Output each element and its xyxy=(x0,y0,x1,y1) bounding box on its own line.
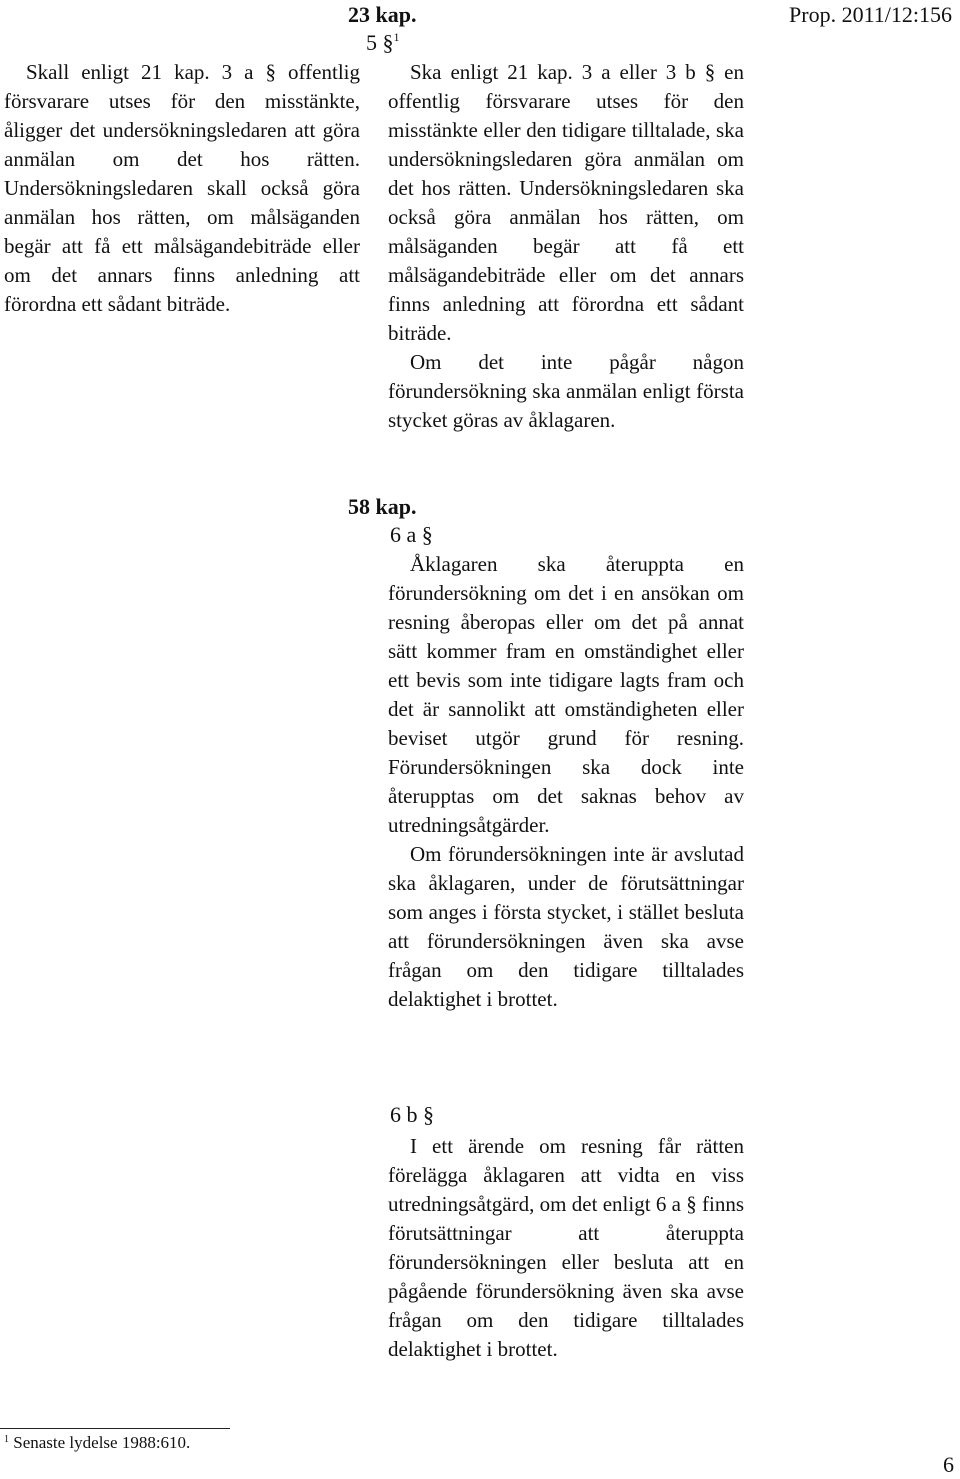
footnote-divider xyxy=(0,1428,230,1429)
section-6b-heading: 6 b § xyxy=(390,1102,434,1127)
footnote xyxy=(4,1433,190,1453)
section-6a-heading: 6 a § xyxy=(390,522,433,547)
section-6a-paragraph: Åklagaren ska återuppta en förundersökning om det i en ansökan om resning åberopas eller om det på annat sätt kommer fram en omständighet eller ett bevis som inte tidigare lagts fram och det är sannolikt att omständigheten eller beviset utgör grund för resning. Förundersökningen ska dock inte återupptas om det saknas behov av utredningsåtgärder. xyxy=(388,552,744,837)
current-paragraph: Skall enligt 21 kap. 3 a § offentlig försvarare utses för den misstänkte, åligger det undersökningsledaren att göra anmälan om det hos rätten. Undersökningsledaren skall också göra anmälan hos rätten, om målsäganden begär att få ett målsägandebiträde eller om det annars finns anledning att förordna ett sådant biträde. xyxy=(4,60,360,316)
footnote-ref: 1 xyxy=(393,30,400,44)
section-6b-text xyxy=(388,1132,744,1364)
footnote-marker: 1 xyxy=(4,1434,9,1445)
current-wording-column xyxy=(4,58,360,319)
proposition-label: Prop. 2011/12:156 xyxy=(789,2,952,27)
section-5-heading xyxy=(366,30,400,56)
proposed-wording-column xyxy=(388,58,744,435)
proposed-paragraph: Ska enligt 21 kap. 3 a eller 3 b § en offentlig försvarare utses för den misstänkte eller den tidigare tilltalade, ska undersökningsledaren göra anmälan om det hos rätten. Undersökningsledaren ska också göra anmälan hos rätten, om målsäganden begär att få ett målsägandebiträde eller om det annars finns anledning att förordna ett sådant biträde. xyxy=(388,60,744,345)
section-5-number: 5 § xyxy=(366,30,394,55)
page-number: 6 xyxy=(943,1452,954,1477)
chapter-58-heading: 58 kap. xyxy=(348,494,417,519)
section-6a-paragraph: Om förundersökningen inte är avslutad ska åklagaren, under de förutsättningar som anges i första stycket, i stället besluta att förundersökningen även ska avse frågan om den tidigare tilltalades delaktighet i brottet. xyxy=(388,842,744,1011)
section-6a-text xyxy=(388,550,744,1014)
footnote-text: Senaste lydelse 1988:610. xyxy=(13,1433,191,1452)
chapter-23-heading: 23 kap. xyxy=(348,2,417,27)
proposed-paragraph: Om det inte pågår någon förundersökning ska anmälan enligt första stycket göras av åklagaren. xyxy=(388,350,744,432)
section-6b-paragraph: I ett ärende om resning får rätten förelägga åklagaren att vidta en viss utredningsåtgärd, om det enligt 6 a § finns förutsättningar att återuppta förundersökningen eller besluta att en pågående förundersökning även ska avse frågan om den tidigare tilltalades delaktighet i brottet. xyxy=(388,1134,744,1361)
